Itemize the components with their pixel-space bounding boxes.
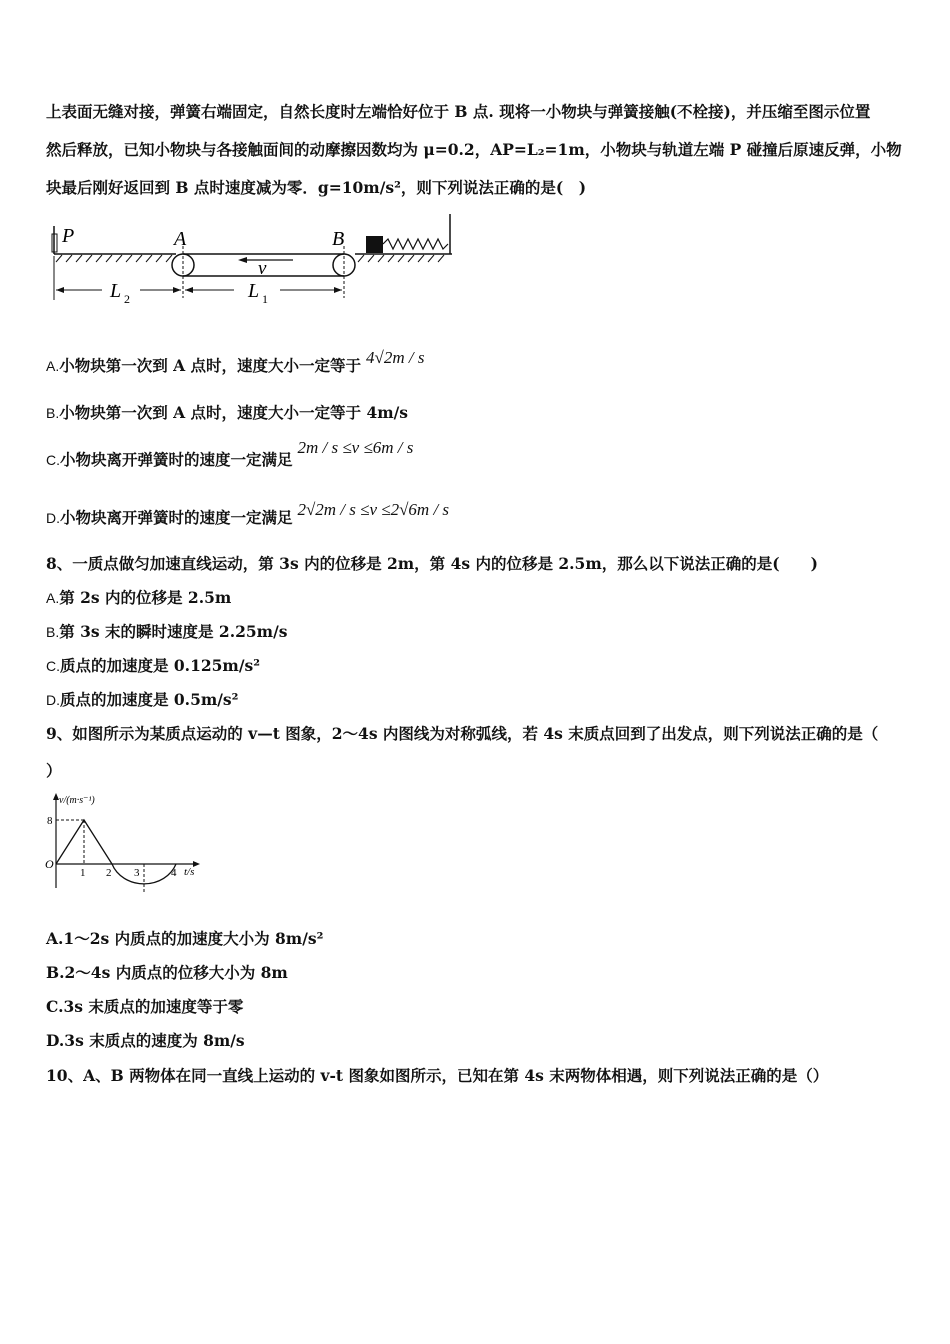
q7-option-c: C.小物块离开弹簧时的速度一定满足 2m / s ≤v ≤6m / s	[46, 438, 414, 469]
graph-xtick-2: 2	[106, 867, 112, 879]
q7-option-d: D.小物块离开弹簧时的速度一定满足 2√2m / s ≤v ≤2√6m / s	[46, 500, 450, 527]
graph-xlabel: t/s	[184, 866, 195, 878]
q9-option-c: C.3s 末质点的加速度等于零	[46, 997, 244, 1016]
q10-stem: 10、A、B 两物体在同一直线上运动的 v-t 图象如图所示，已知在第 4s 末两物体相遇，则下列说法正确的是（）	[46, 1066, 829, 1085]
q8-option-a: A.第 2s 内的位移是 2.5m	[46, 588, 232, 607]
label-b: B	[332, 228, 345, 250]
q9-option-b: B.2～4s 内质点的位移大小为 8m	[46, 963, 288, 982]
intro-line-2: 然后释放，已知小物块与各接触面间的动摩擦因数均为 μ=0.2，AP=L₂=1m，小物块与轨道左端 P 碰撞后原速反弹，小物	[46, 140, 902, 159]
q7-option-a: A.小物块第一次到 A 点时，速度大小一定等于 4√2m / s	[46, 348, 425, 375]
q7-option-b: B.小物块第一次到 A 点时，速度大小一定等于 4m/s	[46, 403, 409, 422]
q7-d-formula: 2√2m / s ≤v ≤2√6m / s	[297, 500, 450, 519]
q8-stem: 8、一质点做匀加速直线运动，第 3s 内的位移是 2m，第 4s 内的位移是 2.5m，那么以下说法正确的是( )	[46, 554, 818, 573]
track-spring-diagram	[48, 212, 458, 312]
intro-line-3: 块最后刚好返回到 B 点时速度减为零．g=10m/s²，则下列说法正确的是( )	[46, 178, 587, 197]
q9-stem-line-1: 9、如图所示为某质点运动的 v—t 图象，2～4s 内图线为对称弧线，若 4s 末质点回到了出发点，则下列说法正确的是（	[46, 724, 879, 743]
label-p: P	[62, 225, 75, 247]
intro-line-1: 上表面无缝对接，弹簧右端固定，自然长度时左端恰好位于 B 点. 现将一小物块与弹簧接触(不栓接)，并压缩至图示位置	[46, 102, 871, 121]
label-l1-sub: 1	[262, 292, 268, 306]
graph-origin: O	[45, 857, 54, 871]
label-l1: L	[248, 280, 260, 302]
q9-option-a: A.1～2s 内质点的加速度大小为 8m/s²	[46, 929, 324, 948]
label-l2-sub: 2	[124, 292, 130, 306]
vt-graph	[42, 788, 212, 900]
label-v: v	[258, 258, 267, 279]
graph-xtick-3: 3	[134, 867, 140, 879]
q9-option-d: D.3s 末质点的速度为 8m/s	[46, 1031, 245, 1050]
graph-ytick-8: 8	[47, 815, 53, 827]
graph-xtick-1: 1	[80, 867, 86, 879]
q8-option-d: D.质点的加速度是 0.5m/s²	[46, 690, 239, 709]
label-a: A	[174, 228, 187, 250]
q7-a-formula: 4√2m / s	[366, 348, 425, 367]
q8-option-c: C.质点的加速度是 0.125m/s²	[46, 656, 261, 675]
q7-c-formula: 2m / s ≤v ≤6m / s	[297, 438, 414, 457]
label-l2: L	[110, 280, 122, 302]
q8-option-b: B.第 3s 末的瞬时速度是 2.25m/s	[46, 622, 288, 641]
graph-xtick-4: 4	[171, 867, 177, 879]
graph-ylabel: v/(m·s⁻¹)	[59, 795, 95, 806]
q9-stem-line-2: ）	[46, 761, 62, 780]
